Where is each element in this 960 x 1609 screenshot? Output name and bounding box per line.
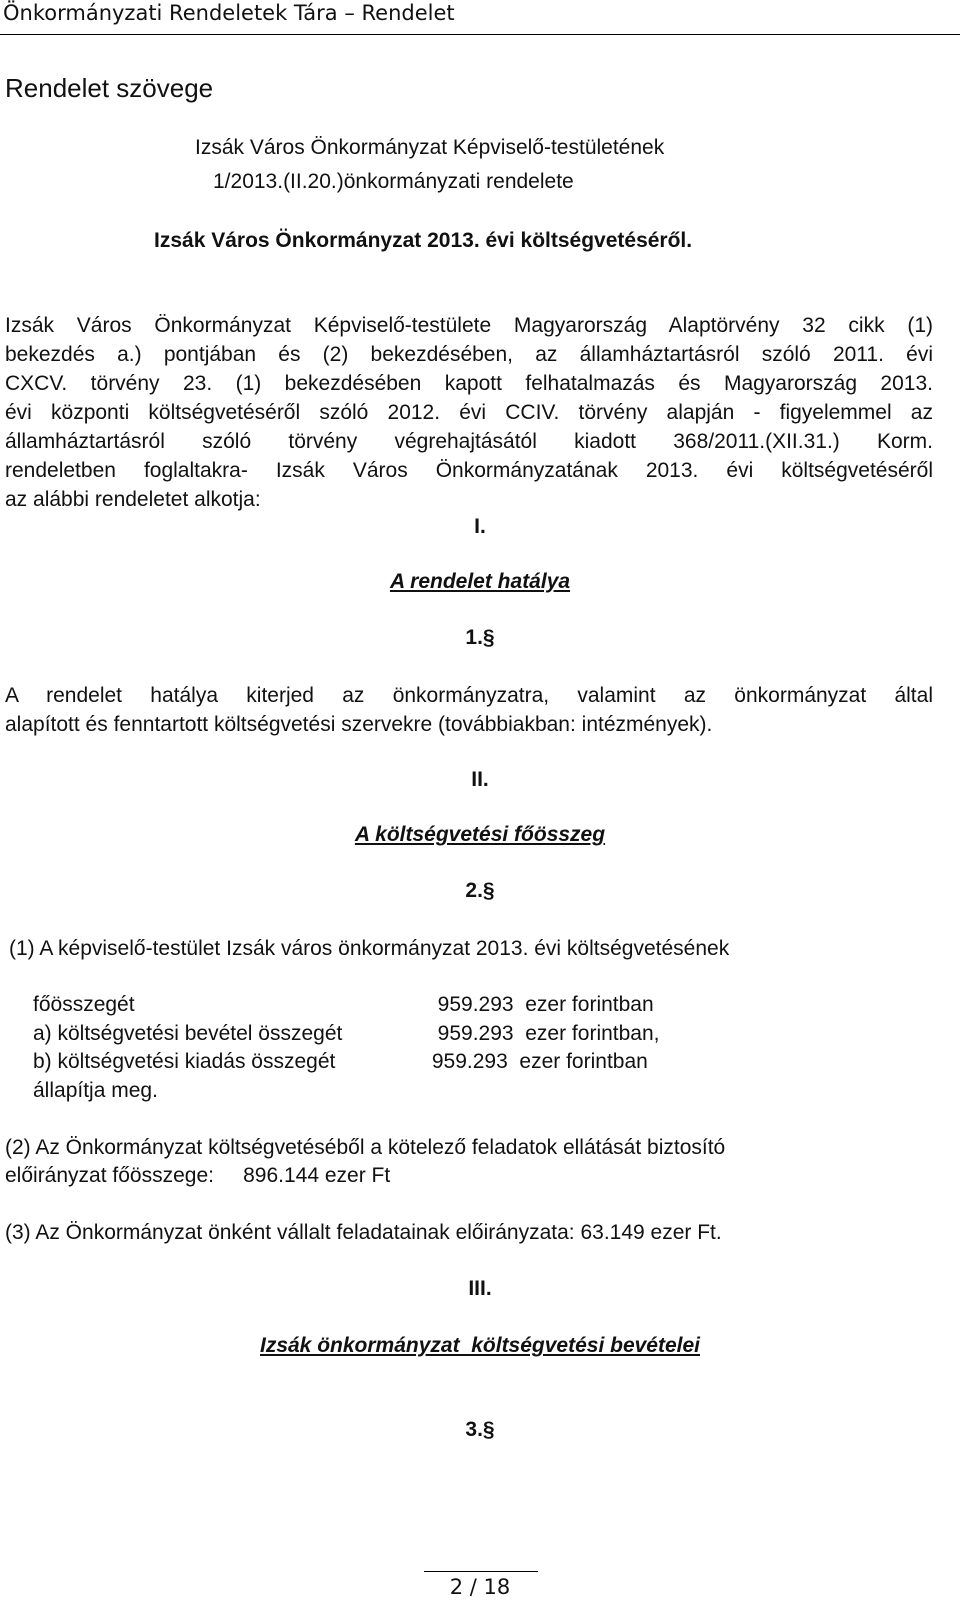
header [0, 0, 960, 36]
section-title: Rendelet szövege [5, 73, 214, 103]
preamble-line: az alábbi rendeletet alkotja: [5, 488, 261, 511]
preamble-line: államháztartásról szóló törvény végrehajtásától kiadott 368/2011.(XII.31.) Korm. [5, 430, 933, 453]
section-sign: § [482, 1418, 495, 1441]
amount-value: 959.293 ezer forintban, [426, 1022, 660, 1045]
chapter-3-title: Izsák önkormányzat költségvetési bevételei [259, 1334, 701, 1357]
text-line: A rendelet hatálya kiterjed az önkormányzatra, valamint az önkormányzat által [5, 684, 933, 707]
doc-title-line3: Izsák Város Önkormányzat 2013. évi költségvetéséről. [154, 229, 693, 252]
chapter-3-number: III. [468, 1277, 492, 1300]
chapter-1-title: A rendelet hatálya [389, 570, 571, 593]
amount-row [33, 1047, 733, 1076]
preamble-line: bekezdés a.) pontjában és (2) bekezdésében, az államháztartásról szóló 2011. évi [5, 343, 933, 366]
section-sign: § [482, 879, 495, 902]
header-divider [0, 34, 960, 35]
paragraph-number: 1. [465, 626, 483, 649]
doc-title-line1: Izsák Város Önkormányzat Képviselő-testületének [195, 136, 665, 159]
doc-title-line2: 1/2013.(II.20.)önkormányzati rendelete [213, 170, 574, 193]
chapter-2-title: A költségvetési főösszeg [354, 823, 606, 846]
amount-row [33, 990, 733, 1019]
paragraph-number: 3. [465, 1418, 483, 1441]
paragraph-number: 2. [465, 879, 483, 902]
paragraph-2-3: (3) Az Önkormányzat önként vállalt feladatainak előirányzata: 63.149 ezer Ft. [5, 1221, 722, 1244]
header-title: Önkormányzati Rendeletek Tára – Rendelet [3, 1, 455, 25]
preamble-line: Izsák Város Önkormányzat Képviselő-testülete Magyarország Alaptörvény 32 cikk (1) [5, 314, 933, 337]
amount-label: b) költségvetési kiadás összegét [33, 1050, 336, 1073]
amount-row [33, 1019, 733, 1048]
preamble-line: CXCV. törvény 23. (1) bekezdésében kapott felhatalmazás és Magyarország 2013. [5, 372, 933, 395]
section-sign: § [482, 626, 495, 649]
page-number: 2 / 18 [449, 1575, 511, 1599]
paragraph-2-2-line: előirányzat főösszege: 896.144 ezer Ft [5, 1164, 391, 1187]
paragraph-2-heading [0, 876, 960, 905]
amount-value: 959.293 ezer forintban [426, 993, 654, 1016]
amount-row [33, 1076, 733, 1105]
paragraph-1-heading [0, 623, 960, 652]
paragraph-1-text [5, 681, 933, 739]
amount-label: főösszegét [33, 993, 135, 1016]
chapter-1-number: I. [474, 515, 486, 538]
amount-label: a) költségvetési bevétel összegét [33, 1022, 343, 1045]
preamble [5, 311, 933, 514]
amount-value: 959.293 ezer forintban [426, 1050, 648, 1073]
paragraph-2-2-line: (2) Az Önkormányzat költségvetéséből a kötelező feladatok ellátását biztosító [5, 1136, 726, 1159]
paragraph-2-intro: (1) A képviselő-testület Izsák város önkormányzat 2013. évi költségvetésének [9, 937, 730, 960]
amount-label: állapítja meg. [33, 1079, 158, 1102]
footer-divider [424, 1571, 538, 1572]
paragraph-3-heading [0, 1415, 960, 1444]
preamble-line: rendeletben foglaltakra- Izsák Város Önkormányzatának 2013. évi költségvetéséről [5, 459, 933, 482]
chapter-2-number: II. [471, 768, 489, 791]
text-line: alapított és fenntartott költségvetési szervekre (továbbiakban: intézmények). [5, 713, 713, 736]
preamble-line: évi központi költségvetéséről szóló 2012. évi CCIV. törvény alapján - figyelemmel az [5, 401, 933, 424]
